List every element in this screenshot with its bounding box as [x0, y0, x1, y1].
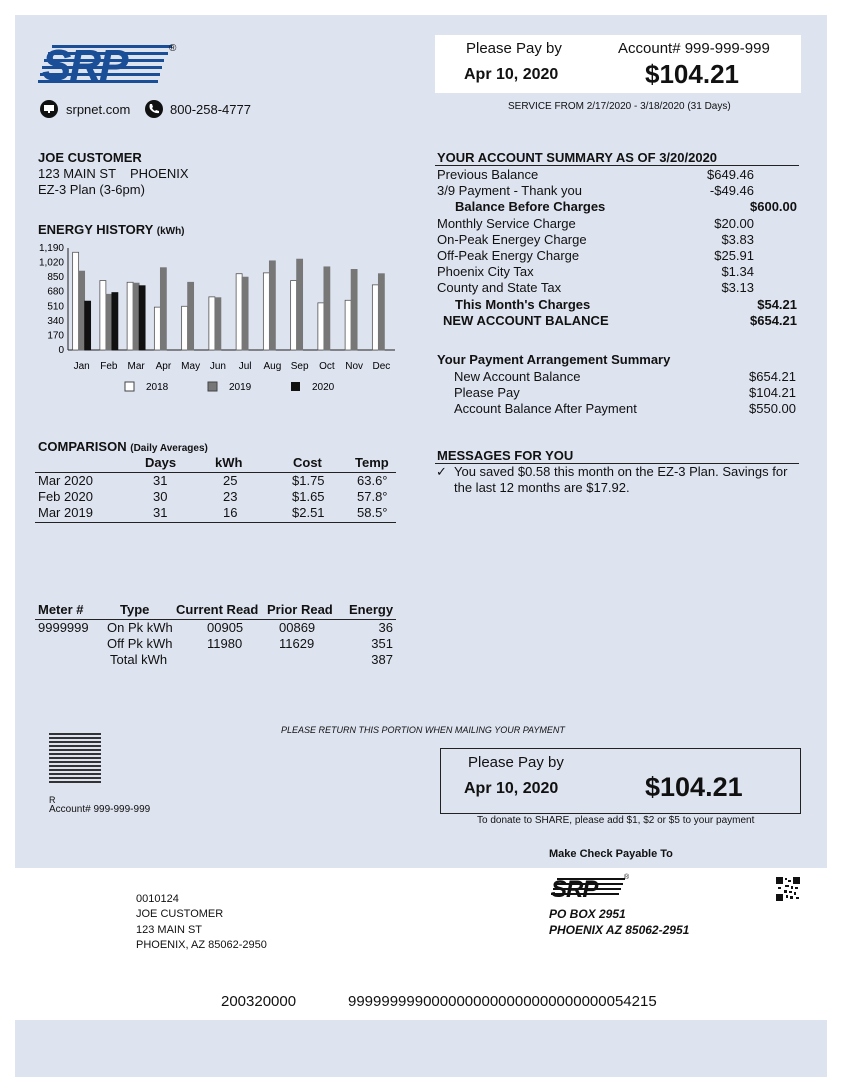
- meter-cell: 00905: [207, 620, 244, 635]
- comparison-cell: 31: [153, 505, 168, 520]
- mailing-name: JOE CUSTOMER: [136, 908, 224, 920]
- summary-label: Balance Before Charges: [455, 199, 606, 215]
- x-tick-label: Jun: [209, 361, 226, 372]
- stub-barcode: [49, 733, 101, 783]
- comparison-cell: $1.75: [292, 473, 325, 488]
- col-cost: Cost: [293, 455, 322, 470]
- bar-2018-dec: [372, 285, 378, 350]
- phone-icon: [145, 100, 163, 123]
- customer-name: JOE CUSTOMER: [38, 150, 142, 165]
- comparison-cell: 16: [223, 505, 238, 520]
- summary-value: $1.34: [721, 264, 754, 280]
- messages-header: [435, 448, 799, 464]
- x-tick-label: Feb: [100, 361, 118, 372]
- x-tick-label: Dec: [372, 361, 391, 372]
- x-tick-label: Jan: [73, 361, 90, 372]
- arrangement-label: Please Pay: [454, 385, 520, 401]
- comparison-cell: $1.65: [292, 489, 325, 504]
- srp-logo: [38, 42, 178, 91]
- bar-2019-feb: [106, 294, 112, 350]
- summary-label: This Month's Charges: [455, 296, 591, 312]
- arrangement-value: $654.21: [749, 369, 796, 384]
- meter-cell: 387: [371, 652, 393, 667]
- rate-plan: EZ-3 Plan (3-6pm): [38, 182, 145, 197]
- summary-value: $54.21: [757, 296, 797, 312]
- meter-cell: 11629: [279, 636, 315, 651]
- donate-note: To donate to SHARE, please add $1, $2 or $5 to your payment: [477, 815, 755, 826]
- y-tick-label: 1,020: [38, 257, 64, 269]
- chart-legend: [124, 380, 354, 399]
- col-prior-read: Prior Read: [267, 602, 333, 617]
- comparison-cell: $2.51: [292, 505, 325, 520]
- y-tick-label: 170: [47, 330, 64, 342]
- svg-text:SRP: SRP: [551, 876, 598, 900]
- comparison-title: COMPARISON (Daily Averages): [38, 439, 208, 454]
- x-tick-label: Aug: [263, 361, 282, 372]
- bar-2020-feb: [112, 293, 118, 350]
- arrangement-value: $104.21: [749, 385, 796, 401]
- col-temp: Temp: [355, 455, 389, 470]
- bar-2019-apr: [160, 268, 166, 350]
- summary-label: NEW ACCOUNT BALANCE: [443, 312, 609, 328]
- bar-2018-nov: [345, 300, 351, 350]
- message-line-2: the last 12 months are $17.92.: [454, 480, 630, 495]
- bar-2018-aug: [263, 273, 269, 350]
- summary-value: $600.00: [750, 199, 797, 215]
- bar-2020-jan: [85, 301, 91, 350]
- y-tick-label: 510: [47, 301, 64, 313]
- legend-swatch-2018: [125, 382, 134, 391]
- arrangement-value: $550.00: [749, 401, 796, 417]
- phone-number: 800-258-4777: [170, 102, 251, 117]
- x-tick-label: Nov: [345, 361, 364, 372]
- y-tick-label: 850: [47, 272, 64, 284]
- footer-band: [15, 1020, 827, 1077]
- arrangement-title: Your Payment Arrangement Summary: [437, 352, 671, 367]
- x-tick-label: Apr: [155, 361, 172, 372]
- legend-swatch-2019: [208, 382, 217, 391]
- account-summary-title: YOUR ACCOUNT SUMMARY AS OF 3/20/2020: [437, 150, 718, 165]
- svg-text:SRP: SRP: [42, 42, 127, 86]
- meter-cell: Total kWh: [110, 652, 168, 667]
- comparison-header: [35, 455, 396, 473]
- meter-cell: 00869: [279, 620, 316, 635]
- comparison-cell: 58.5°: [357, 505, 388, 520]
- legend-label-2019: 2019: [229, 382, 252, 393]
- summary-label: Off-Peak Energy Charge: [437, 248, 580, 263]
- meter-cell: 351: [371, 636, 393, 651]
- bar-2019-dec: [378, 274, 384, 350]
- stub-r-mark: R: [49, 795, 56, 805]
- comparison-row: [35, 505, 396, 521]
- registered-mark: ®: [169, 43, 177, 54]
- comparison-row: [35, 473, 396, 489]
- comparison-cell: 63.6°: [357, 473, 388, 488]
- meter-row: [35, 652, 396, 668]
- bar-2019-oct: [324, 267, 330, 350]
- account-number: Account# 999-999-999: [618, 40, 770, 57]
- meter-cell: 9999999: [38, 620, 89, 635]
- meter-cell: Off Pk kWh: [107, 636, 173, 651]
- y-tick-label: 1,190: [38, 243, 64, 254]
- meter-row: [35, 636, 396, 652]
- stub-amount: $104.21: [645, 772, 743, 802]
- meter-cell: On Pk kWh: [107, 620, 173, 635]
- summary-value: $20.00: [714, 215, 754, 231]
- website-link[interactable]: srpnet.com: [66, 102, 131, 117]
- bar-2019-may: [188, 282, 194, 350]
- summary-value: $649.46: [707, 167, 754, 182]
- x-tick-label: May: [181, 361, 201, 372]
- bar-2018-jul: [236, 274, 242, 350]
- arrangement-label: Account Balance After Payment: [454, 401, 637, 417]
- remit-registered-mark: ®: [624, 874, 630, 881]
- amount-due: $104.21: [645, 59, 739, 89]
- col-meter: Meter #: [38, 602, 84, 617]
- remit-line-1: PO BOX 2951: [549, 907, 626, 921]
- bar-2020-mar: [139, 286, 145, 350]
- summary-label: Phoenix City Tax: [437, 264, 534, 280]
- bar-2018-jan: [73, 252, 79, 350]
- legend-label-2018: 2018: [146, 382, 169, 393]
- bar-2018-mar: [127, 282, 133, 350]
- bar-2019-sep: [297, 259, 303, 350]
- summary-label: Previous Balance: [437, 167, 539, 182]
- bar-2018-apr: [154, 307, 160, 350]
- bar-2019-jun: [215, 298, 221, 350]
- bar-2018-feb: [100, 281, 106, 350]
- summary-value: $3.13: [721, 280, 754, 296]
- bar-2019-nov: [351, 269, 357, 350]
- bar-2018-oct: [318, 303, 324, 350]
- summary-label: Monthly Service Charge: [437, 215, 576, 231]
- summary-label: On-Peak Energey Charge: [437, 231, 587, 247]
- service-period: SERVICE FROM 2/17/2020 - 3/18/2020 (31 Days): [508, 101, 731, 112]
- comparison-cell: Feb 2020: [38, 489, 93, 504]
- mailing-city: PHOENIX, AZ 85062-2950: [136, 939, 267, 951]
- col-energy: Energy: [349, 602, 394, 617]
- summary-value: $3.83: [721, 231, 754, 247]
- comparison-cell: 31: [153, 473, 168, 488]
- account-summary-header: [435, 150, 799, 166]
- bar-2018-may: [182, 306, 188, 350]
- comparison-cell: 25: [223, 473, 238, 488]
- summary-label: County and State Tax: [437, 280, 562, 296]
- return-note: PLEASE RETURN THIS PORTION WHEN MAILING YOUR PAYMENT: [281, 725, 565, 735]
- col-kwh: kWh: [215, 455, 243, 470]
- scanline-left: 200320000: [221, 993, 297, 1010]
- qr-code: [776, 877, 800, 901]
- summary-value: $654.21: [750, 312, 797, 328]
- meter-header: [35, 602, 396, 620]
- bar-2019-aug: [269, 261, 275, 350]
- col-current-read: Current Read: [176, 602, 259, 617]
- y-tick-label: 680: [47, 286, 64, 298]
- customer-city: PHOENIX: [130, 166, 189, 181]
- bar-2019-mar: [133, 283, 139, 350]
- remit-line-2: PHOENIX AZ 85062-2951: [549, 923, 690, 937]
- please-pay-by-label: Please Pay by: [466, 40, 562, 57]
- col-type: Type: [120, 602, 150, 617]
- mailing-id: 0010124: [136, 893, 179, 905]
- col-days: Days: [145, 455, 177, 470]
- messages-title: MESSAGES FOR YOU: [437, 448, 574, 463]
- summary-label: 3/9 Payment - Thank you: [437, 183, 583, 199]
- x-tick-label: Mar: [127, 361, 145, 372]
- bar-2018-sep: [291, 281, 297, 350]
- remit-logo: [549, 874, 630, 905]
- y-tick-label: 340: [47, 315, 64, 327]
- comparison-row: [35, 489, 396, 505]
- bar-2018-jun: [209, 297, 215, 350]
- summary-value: -$49.46: [709, 183, 754, 199]
- meter-cell: 36: [378, 620, 393, 635]
- comparison-cell: Mar 2020: [38, 473, 93, 488]
- y-tick-label: 0: [58, 345, 64, 356]
- computer-icon: [40, 100, 58, 123]
- meter-table: [35, 602, 396, 668]
- x-tick-label: Sep: [290, 361, 309, 372]
- legend-label-2020: 2020: [312, 382, 335, 393]
- bar-2019-jan: [79, 271, 85, 350]
- message-line-1: You saved $0.58 this month on the EZ-3 Plan. Savings for: [454, 464, 788, 479]
- check-icon: ✓: [436, 464, 447, 479]
- scanline-right: 9999999990000000000000000000000054215: [348, 993, 657, 1010]
- meter-cell: 11980: [207, 636, 243, 651]
- customer-street: 123 MAIN ST: [38, 166, 117, 181]
- make-check-label: Make Check Payable To: [549, 848, 673, 860]
- comparison-cell: Mar 2019: [38, 505, 93, 520]
- energy-history-title: ENERGY HISTORY (kWh): [38, 222, 185, 237]
- arrangement-label: New Account Balance: [454, 369, 581, 384]
- stub-account: Account# 999-999-999: [49, 804, 151, 815]
- x-tick-label: Oct: [319, 361, 335, 372]
- mailing-street: 123 MAIN ST: [136, 924, 203, 936]
- due-date: Apr 10, 2020: [464, 66, 559, 83]
- comparison-cell: 30: [153, 489, 168, 504]
- bar-2019-jul: [242, 277, 248, 350]
- comparison-cell: 23: [223, 489, 238, 504]
- summary-value: $25.91: [714, 248, 754, 263]
- x-tick-label: Jul: [238, 361, 252, 372]
- comparison-table: [35, 455, 396, 523]
- stub-please-pay-by: Please Pay by: [468, 754, 564, 771]
- meter-row: [35, 620, 396, 636]
- legend-swatch-2020: [291, 382, 300, 391]
- stub-due-date: Apr 10, 2020: [464, 780, 559, 797]
- comparison-cell: 57.8°: [357, 489, 388, 504]
